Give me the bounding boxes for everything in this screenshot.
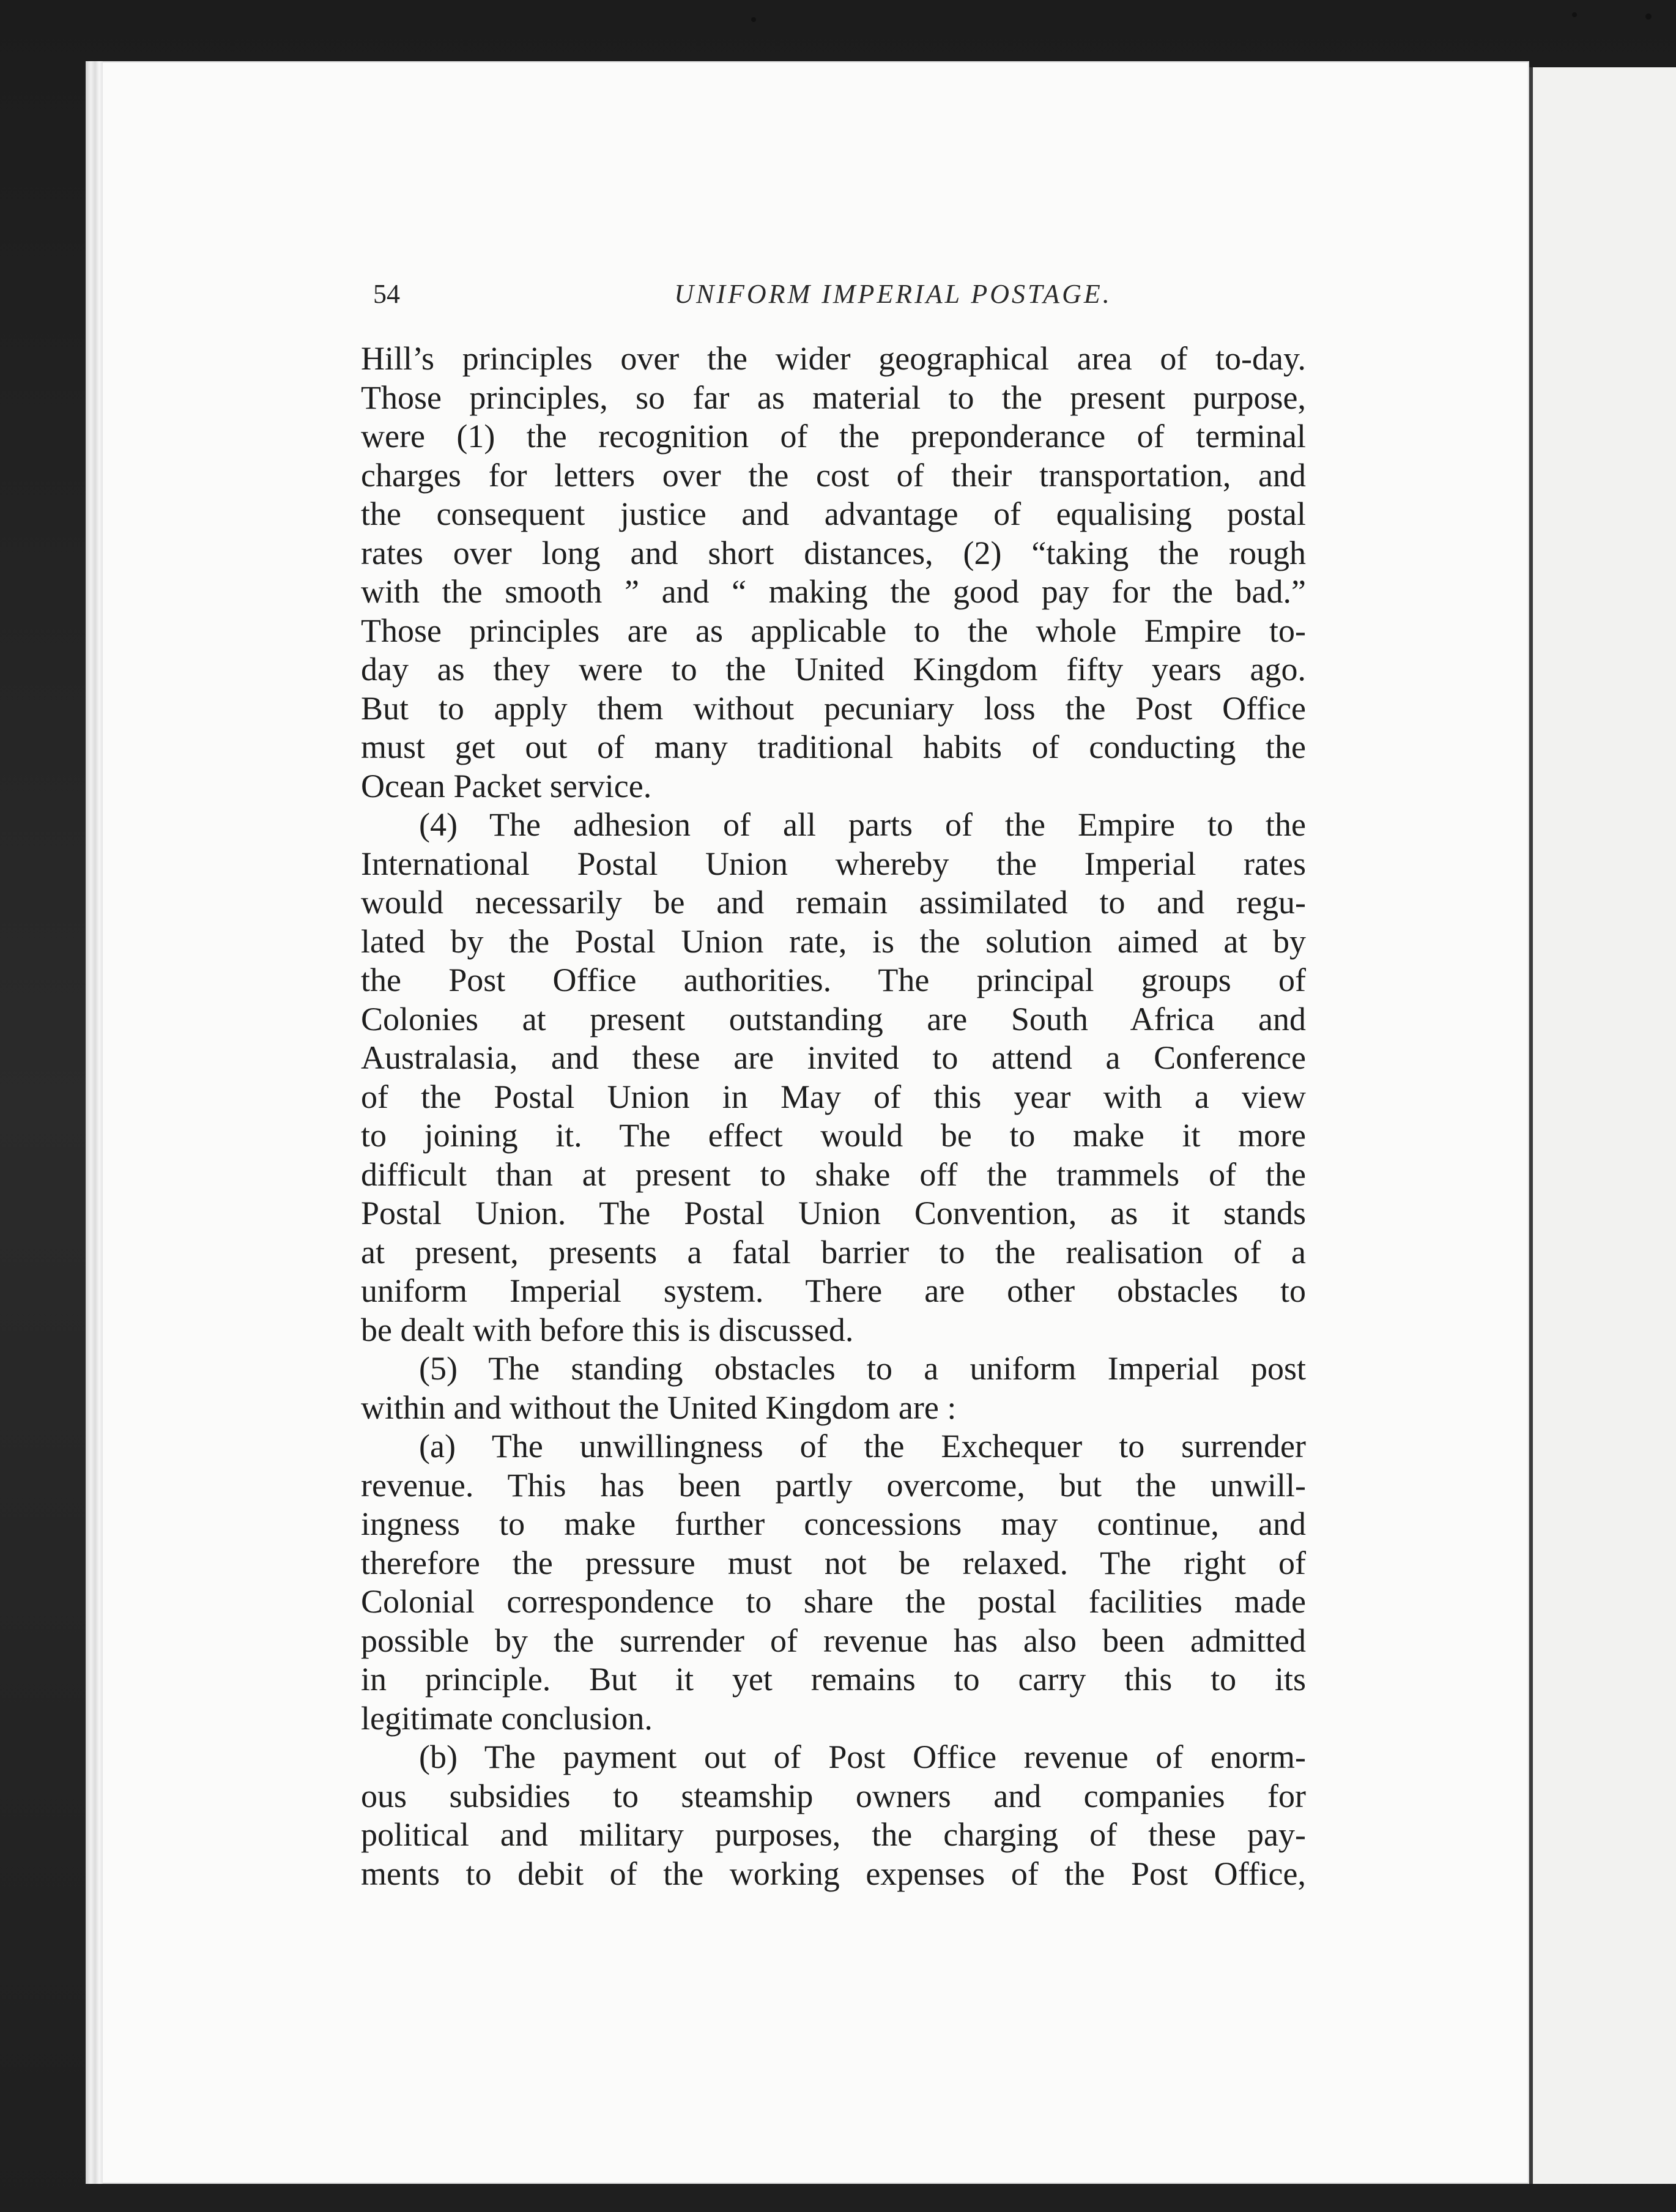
page-edge [86,61,103,2184]
text-line: to joining it. The effect would be to make it more [361,1117,1306,1154]
facing-page-edge [1529,67,1676,2184]
text-line: political and military purposes, the charging of these pay- [361,1816,1306,1853]
text-line: were (1) the recognition of the preponderance of terminal [361,418,1306,455]
text-line: Ocean Packet service. [361,767,652,804]
text-line: lated by the Postal Union rate, is the solution aimed at by [361,922,1306,960]
text-line: uniform Imperial system. There are other obstacles to [361,1272,1306,1309]
text-line: Those principles are as applicable to the whole Empire to- [361,612,1306,649]
text-line: the consequent justice and advantage of equalising postal [361,495,1306,532]
text-line: But to apply them without pecuniary loss the Post Office [361,689,1306,727]
text-line: legitimate conclusion. [361,1699,653,1737]
page-number: 54 [373,279,400,309]
dust-speck [751,17,756,22]
text-line: Hill’s principles over the wider geographical area of to-day. [361,340,1306,377]
running-head: UNIFORM IMPERIAL POSTAGE. [674,279,1112,309]
text-line: possible by the surrender of revenue has also been admitted [361,1622,1306,1659]
text-line: ments to debit of the working expenses of the Post Office, [361,1855,1306,1892]
text-line: Postal Union. The Postal Union Convention, as it stands [361,1195,1306,1231]
text-line: (5) The standing obstacles to a uniform Imperial post [419,1350,1306,1387]
text-line: Colonies at present outstanding are South Africa and [361,1000,1306,1037]
text-line: (a) The unwillingness of the Exchequer to surrender [419,1428,1306,1464]
text-line: be dealt with before this is discussed. [361,1311,854,1348]
text-line: the Post Office authorities. The principal groups of [361,962,1306,998]
text-line: charges for letters over the cost of their transportation, and [361,456,1306,494]
text-line: Those principles, so far as material to the present purpose, [361,379,1306,416]
dust-speck [1572,12,1577,17]
text-line: within and without the United Kingdom are : [361,1389,957,1426]
text-line: difficult than at present to shake off the trammels of the [361,1156,1306,1193]
dust-speck [1645,13,1652,20]
text-line: therefore the pressure must not be relaxed. The right of [361,1544,1306,1581]
text-line: Australasia, and these are invited to attend a Conference [361,1039,1306,1076]
text-line: of the Postal Union in May of this year with a view [361,1078,1306,1115]
text-line: ingness to make further concessions may continue, and [361,1505,1306,1542]
page-header [373,278,1303,321]
text-line: revenue. This has been partly overcome, but the unwill- [361,1466,1306,1504]
body-text [361,340,1306,1893]
text-line: in principle. But it yet remains to carry this to its [361,1661,1306,1698]
text-line: rates over long and short distances, (2) “taking the rough [361,534,1306,571]
text-line: with the smooth ” and “ making the good pay for the bad.” [361,573,1306,610]
text-line: would necessarily be and remain assimilated to and regu- [361,884,1306,921]
text-line: International Postal Union whereby the Imperial rates [361,845,1306,882]
text-line: (4) The adhesion of all parts of the Empire to the [419,806,1306,843]
text-line: (b) The payment out of Post Office revenue of enorm- [419,1739,1306,1775]
text-line: at present, presents a fatal barrier to the realisation of a [361,1233,1306,1271]
text-line: must get out of many traditional habits of conducting the [361,729,1306,765]
text-line: ous subsidies to steamship owners and companies for [361,1777,1306,1814]
text-line: day as they were to the United Kingdom fifty years ago. [361,651,1306,688]
text-line: Colonial correspondence to share the postal facilities made [361,1583,1306,1620]
